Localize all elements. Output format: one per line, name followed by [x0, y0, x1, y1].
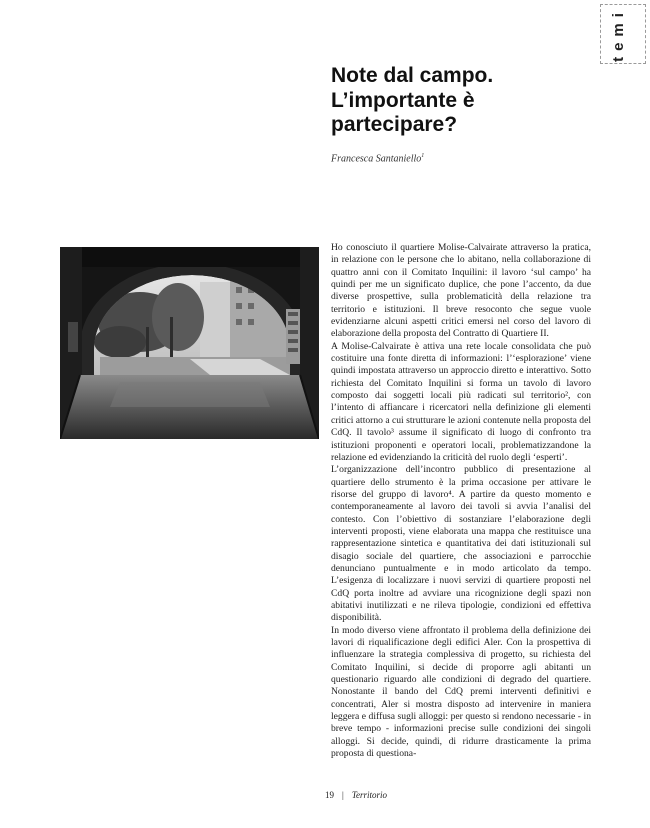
- article-body: [331, 242, 591, 760]
- section-tab-label: temi: [609, 6, 627, 62]
- author-footnote-marker: 1: [421, 153, 425, 159]
- archway-photo-image: [60, 247, 319, 439]
- article-title: Note dal campo. L’importante è partecipare?: [331, 64, 494, 136]
- footer-section-name: Territorio: [351, 790, 387, 800]
- author-name: Francesca Santaniello: [331, 153, 422, 165]
- body-paragraph: L’organizzazione dell’incontro pubblico di presentazione al quartiere dello strumento è la prima occasione per attivare le risorse del gruppo di lavoro⁴. A partire da questo momento e contemporaneamente al lavoro dei tavoli si avvia l’analisi del contesto. Con l’obiettivo di sostanziare l’elaborazione degli interventi proposti, viene elaborata una mappa che restituisce una rappresentazione sintetica e quantitativa dei dati istituzionali sul disagio sociale del quartiere, che associazioni e parrocchie denunciano puntualmente e in modo articolato da tempo. L’esigenza di localizzare i nuovi servizi di quartiere proposti nel CdQ porta inoltre ad avviare una ricognizione degli spazi non abitativi inutilizzati e ne rileva tipologie, condizioni ed effettiva disponibilità.: [331, 464, 591, 624]
- body-paragraph: A Molise-Calvairate è attiva una rete locale consolidata che può costituire una fonte diretta di informazioni: l’‘esplorazione’ viene quindi impostata attraverso un approccio diretto e interattivo. Sotto richiesta del Comitato Inquilini si forma un tavolo di lavoro composto dai soggetti locali più radicati sul territorio², con l’intento di affiancare i ricercatori nella definizione gli elementi critici attorno a cui strutturare le azioni contenute nella proposta del CdQ. Il tavolo³ assume il significato di luogo di confronto tra istituzioni proponenti e operatori locali, problematizzandone la relazione ed evidenziando la criticità del ruolo degli ‘esperti’.: [331, 340, 591, 463]
- page-footer: [325, 790, 387, 800]
- page-number: 19: [325, 790, 334, 800]
- article-author: [331, 153, 424, 164]
- body-paragraph: In modo diverso viene affrontato il problema della definizione dei lavori di riqualificazione degli edifici Aler. Con la prospettiva di influenzare la strategia complessiva di progetto, su richiesta del Comitato Inquilini, si decide di proporre agli abitanti un questionario riguardo alle condizioni di degrado del quartiere. Nonostante il bando del CdQ premi interventi definitivi e concentrati, Aler si mostra disposto ad intervenire in maniera leggera e diffusa sugli alloggi: per questo si rendono necessarie - in breve tempo - informazioni precise sulle condizioni dei singoli alloggi. Si decide, quindi, di ridurre drasticamente la prima proposta di questiona-: [331, 624, 591, 760]
- archway-photo: [60, 247, 319, 439]
- body-paragraph: Ho conosciuto il quartiere Molise-Calvairate attraverso la pratica, in relazione con le persone che lo abitano, nella collaborazione di quattro anni con il Comitato Inquilini: il lavoro ‘sul campo’ ha quindi per me un significato duplice, che pone l’accento, da due diverse prospettive, sulla problematicità della relazione tra territorio e istituzioni. Il breve resoconto che segue vuole evidenziarne alcuni aspetti critici emersi nel corso del lavoro di elaborazione della proposta del Contratto di Quartiere II.: [331, 242, 591, 340]
- footer-separator: |: [342, 790, 344, 800]
